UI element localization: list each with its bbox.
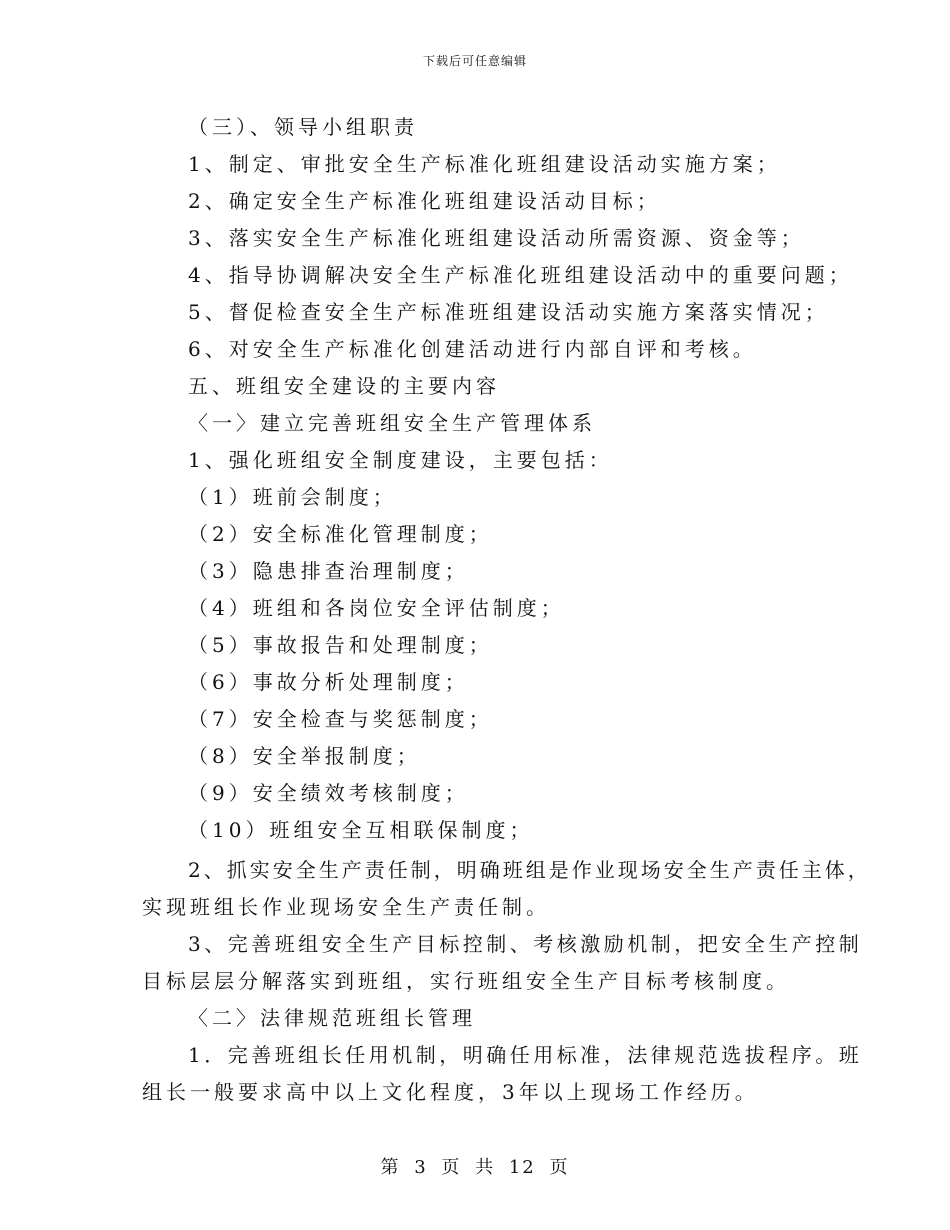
text-line: 2、抓实安全生产责任制，明确班组是作业现场安全生产责任主体，: [188, 858, 871, 882]
text-line: 1．完善班组长任用机制，明确任用标准，法律规范选拔程序。班: [188, 1043, 863, 1067]
list-item: （9）安全绩效考核制度；: [188, 781, 469, 805]
text-line: 3、完善班组安全生产目标控制、考核激励机制，把安全生产控制: [188, 932, 863, 956]
text-line: 6、对安全生产标准化创建活动进行内部自评和考核。: [188, 337, 757, 361]
list-item: （7）安全检查与奖惩制度；: [188, 707, 493, 731]
subsection-heading: 〈二〉法律规范班组长管理: [188, 1006, 476, 1030]
text-line: 组长一般要求高中以上文化程度，3年以上现场工作经历。: [142, 1080, 759, 1104]
text-line: （三）、领导小组职责: [188, 115, 418, 139]
text-line: 5、督促检查安全生产标准班组建设活动实施方案落实情况；: [188, 300, 829, 324]
list-item: （6）事故分析处理制度；: [188, 670, 469, 694]
text-line: 3、落实安全生产标准化班组建设活动所需资源、资金等；: [188, 226, 805, 250]
text-line: 目标层层分解落实到班组，实行班组安全生产目标考核制度。: [142, 969, 790, 993]
list-item: （8）安全举报制度；: [188, 744, 421, 768]
list-item: （1）班前会制度；: [188, 485, 397, 509]
list-item: （10）班组安全互相联保制度；: [188, 818, 534, 842]
section-heading: 五、班组安全建设的主要内容: [188, 374, 500, 398]
page-footer: 第 3 页 共 12 页: [380, 1157, 570, 1178]
text-line: 实现班组长作业现场安全生产责任制。: [142, 895, 550, 919]
page-header: 下载后可任意编辑: [422, 54, 527, 68]
list-item: （4）班组和各岗位安全评估制度；: [188, 596, 565, 620]
list-item: （2）安全标准化管理制度；: [188, 522, 493, 546]
list-item: （5）事故报告和处理制度；: [188, 633, 493, 657]
list-item: （3）隐患排查治理制度；: [188, 559, 469, 583]
text-line: 4、指导协调解决安全生产标准化班组建设活动中的重要问题；: [188, 263, 853, 287]
subsection-heading: 〈一〉建立完善班组安全生产管理体系: [188, 411, 596, 435]
text-line: 1、制定、审批安全生产标准化班组建设活动实施方案；: [188, 152, 781, 176]
text-line: 2、确定安全生产标准化班组建设活动目标；: [188, 189, 661, 213]
text-line: 1、强化班组安全制度建设，主要包括：: [188, 448, 613, 472]
